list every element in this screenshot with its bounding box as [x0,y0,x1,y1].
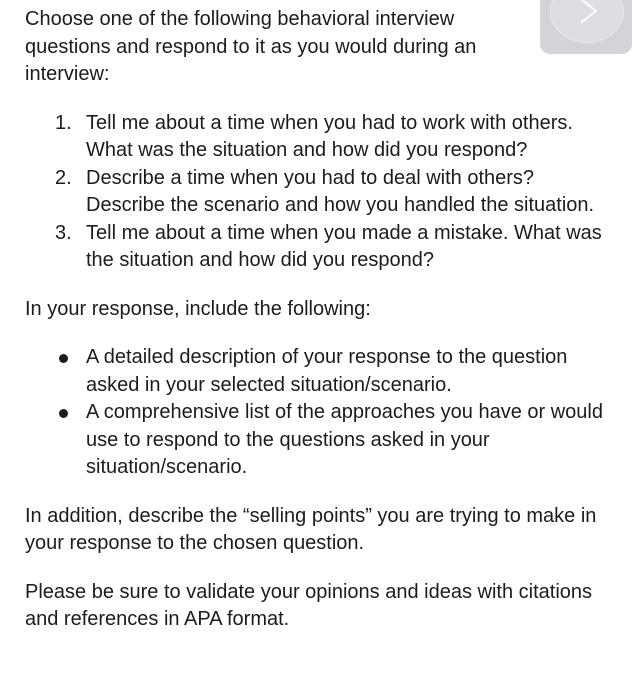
question-text: Tell me about a time when you made a mistake. What was the situation and how did you respond? [86,221,602,271]
next-button[interactable] [540,0,632,54]
intro-paragraph: Choose one of the following behavioral interview questions and respond to it as you would during an interview: [25,8,477,85]
question-number: 2. [55,166,72,189]
question-text: Describe a time when you had to deal with others? Describe the scenario and how you handled the situation. [86,166,595,216]
question-number: 1. [55,111,72,134]
question-text: Tell me about a time when you had to work with others. What was the situation and how did you respond? [86,111,573,161]
validate-paragraph: Please be sure to validate your opinions and ideas with citations and references in APA format. [25,580,593,630]
assignment-document [25,6,615,634]
include-list [25,344,615,482]
question-list [25,110,615,275]
chevron-right-icon [540,0,632,40]
question-item [25,110,615,165]
include-item-text: A detailed description of your response to the question asked in your selected situation/scenario. [86,346,568,396]
include-item [25,399,615,482]
question-item [25,165,615,220]
question-item [25,220,615,275]
include-heading: In your response, include the following: [25,297,371,320]
question-number: 3. [55,221,72,244]
selling-points-paragraph: In addition, describe the “selling points” you are trying to make in your response to the chosen question. [25,504,597,554]
include-item-text: A comprehensive list of the approaches you have or would use to respond to the questions asked in your situation/scenario. [86,401,603,478]
bullet-icon [59,354,68,363]
include-item [25,344,615,399]
bullet-icon [59,409,68,418]
